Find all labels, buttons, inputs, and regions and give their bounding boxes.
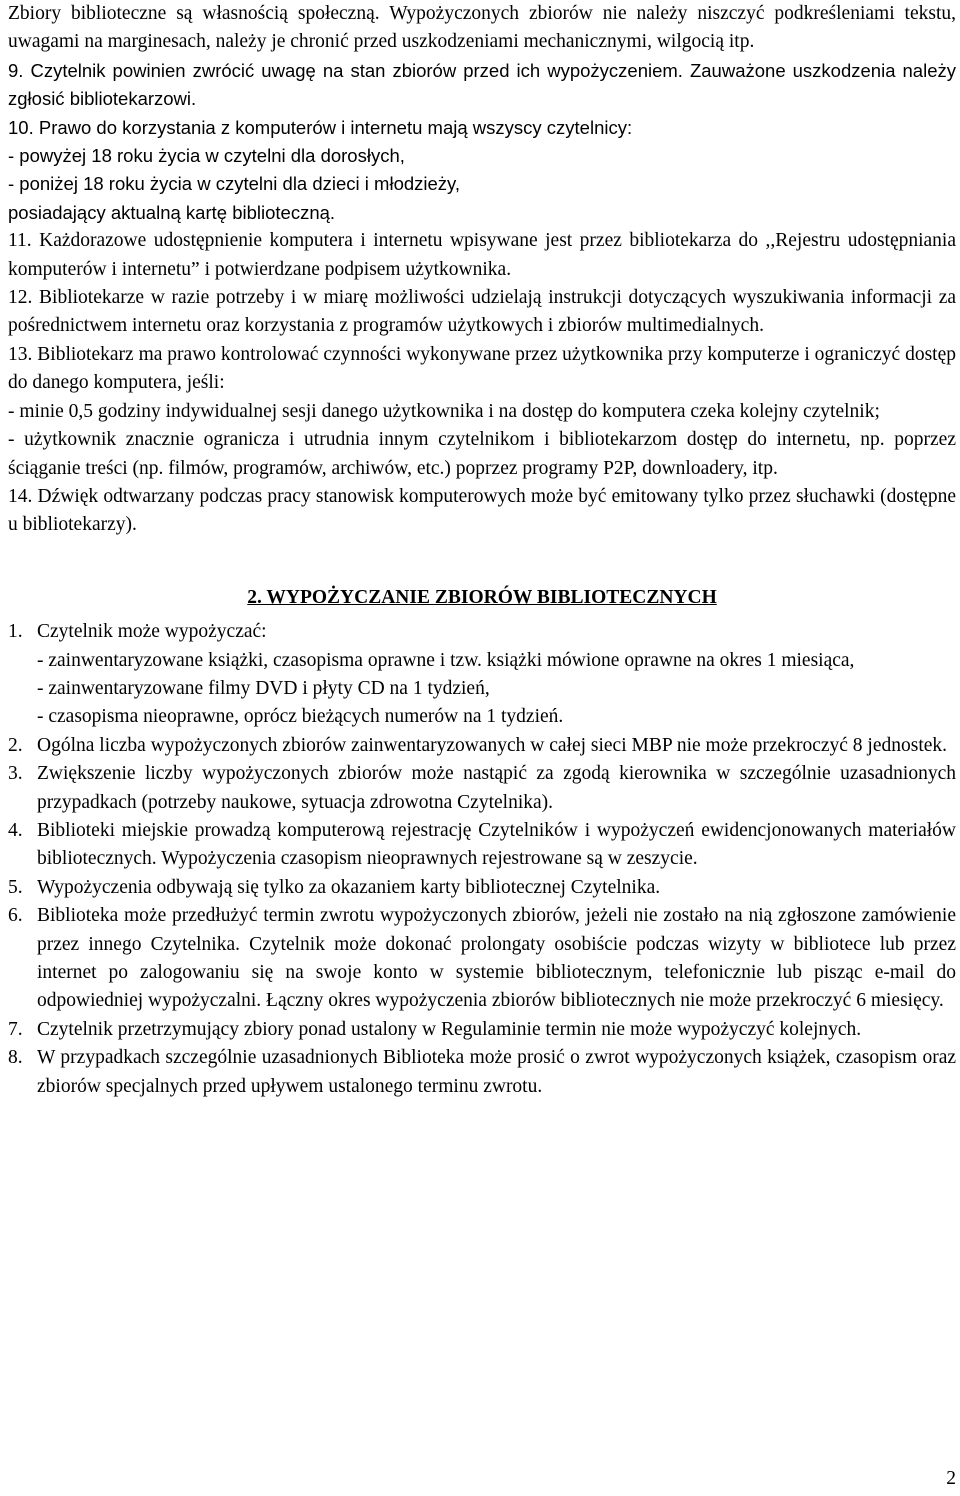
- item-9-number: 9.: [8, 59, 24, 81]
- list-item-line: Czytelnik może wypożyczać:: [37, 621, 267, 643]
- document-page: [8, 0, 956, 1101]
- list-item-line: Biblioteka może przedłużyć termin zwrotu wypożyczonych zbiorów, jeżeli nie zostało na nią zgłoszone zamówienie przez innego Czytelnika. Czytelnik może dokonać prolongaty osobiście podczas wizyty w bibliotece lub przez internet po zalogowaniu się na swoje konto w systemie bibliotecznym, telefonicznie lub pisząc e-mail do odpowiedniej wypożyczalni. Łączny okres wypożyczenia zbiorów bibliotecznych nie może przekroczyć 6 miesięcy.: [37, 905, 956, 1012]
- list-item-number: 6.: [8, 905, 23, 927]
- list-item-line: Biblioteki miejskie prowadzą komputerową rejestrację Czytelników i wypożyczeń ewidencjonowanych materiałów bibliotecznych. Wypożyczenia czasopism nieoprawnych rejestrowane są w zeszycie.: [37, 819, 956, 870]
- item-10: [8, 114, 956, 142]
- list-item-line: Zwiększenie liczby wypożyczonych zbiorów może nastąpić za zgodą kierownika w szczególnie uzasadnionych przypadkach (potrzeby naukowe, sytuacja zdrowotna Czytelnika).: [37, 763, 956, 813]
- list-item-line: W przypadkach szczególnie uzasadnionych Biblioteka może prosić o zwrot wypożyczonych książek, czasopism oraz zbiorów specjalnych przed upływem ustalonego terminu zwrotu.: [37, 1047, 956, 1097]
- item-10-number: 10.: [8, 116, 34, 138]
- list-item: [8, 732, 956, 760]
- list-item-line: Ogólna liczba wypożyczonych zbiorów zainwentaryzowanych w całej sieci MBP nie może przekroczyć 8 jednostek.: [37, 734, 948, 756]
- list-item-line: Wypożyczenia odbywają się tylko za okazaniem karty bibliotecznej Czytelnika.: [37, 876, 661, 898]
- item-13-line-1: - minie 0,5 godziny indywidualnej sesji danego użytkownika i na dostęp do komputera czeka kolejny czytelnik;: [8, 400, 880, 422]
- list-item-number: 4.: [8, 819, 23, 841]
- item-12-number: 12.: [8, 287, 33, 309]
- item-14: [8, 483, 956, 540]
- item-11-text: Każdorazowe udostępnienie komputera i internetu wpisywane jest przez bibliotekarza do ,,Rejestru udostępniania komputerów i internetu” i potwierdzane podpisem użytkownika.: [8, 230, 956, 280]
- item-10-line-1: - powyżej 18 roku życia w czytelni dla dorosłych,: [8, 145, 405, 167]
- section-2-heading: 2. WYPOŻYCZANIE ZBIORÓW BIBLIOTECZNYCH: [247, 586, 717, 608]
- list-item-number: 1.: [8, 621, 23, 643]
- list-item: [8, 618, 956, 732]
- list-item-line: - zainwentaryzowane książki, czasopisma oprawne i tzw. książki mówione oprawne na okres 1 miesiąca,: [37, 649, 855, 671]
- list-item-line: - zainwentaryzowane filmy DVD i płyty CD na 1 tydzień,: [37, 677, 490, 699]
- list-item-number: 3.: [8, 763, 23, 785]
- list-item: [8, 1044, 956, 1101]
- item-9-text: Czytelnik powinien zwrócić uwagę na stan zbiorów przed ich wypożyczeniem. Zauważone uszkodzenia należy zgłosić bibliotekarzowi.: [8, 59, 956, 110]
- item-9: [8, 57, 956, 114]
- list-item-line: Czytelnik przetrzymujący zbiory ponad ustalony w Regulaminie termin nie może wypożyczyć kolejnych.: [37, 1018, 862, 1040]
- item-11-number: 11.: [8, 230, 32, 252]
- list-item-number: 7.: [8, 1018, 23, 1040]
- list-item-number: 8.: [8, 1047, 23, 1069]
- list-item-number: 2.: [8, 734, 23, 756]
- intro-paragraph: Zbiory biblioteczne są własnością społeczną. Wypożyczonych zbiorów nie należy niszczyć podkreśleniami tekstu, uwagami na marginesach, należy je chronić przed uszkodzeniami mechanicznymi, wilgocią itp.: [8, 3, 956, 53]
- item-14-number: 14.: [8, 485, 33, 507]
- item-13-text: Bibliotekarz ma prawo kontrolować czynności wykonywane przez użytkownika przy komputerze i ograniczyć dostęp do danego komputera, jeśli:: [8, 343, 956, 394]
- page-number: 2: [946, 1468, 956, 1489]
- item-14-text: Dźwięk odtwarzany podczas pracy stanowisk komputerowych może być emitowany tylko przez słuchawki (dostępne u bibliotekarzy).: [8, 485, 956, 536]
- list-item: [8, 902, 956, 1016]
- item-12-text: Bibliotekarze w razie potrzeby i w miarę możliwości udzielają instrukcji dotyczących wyszukiwania informacji za pośrednictwem internetu oraz korzystania z programów użytkowych i zbiorów multimedialnych.: [8, 287, 957, 337]
- list-item: [8, 874, 956, 902]
- list-item-line: - czasopisma nieoprawne, oprócz bieżących numerów na 1 tydzień.: [37, 706, 564, 728]
- item-10-text: Prawo do korzystania z komputerów i internetu mają wszyscy czytelnicy:: [38, 116, 633, 138]
- item-10-line-2: - poniżej 18 roku życia w czytelni dla dzieci i młodzieży,: [8, 173, 461, 195]
- item-13-line-2: - użytkownik znacznie ogranicza i utrudnia innym czytelnikom i bibliotekarzom dostęp do internetu, np. poprzez ściąganie treści (np. filmów, programów, archiwów, etc.) poprzez programy P2P, downloadery, itp.: [8, 429, 956, 479]
- item-10-line-3: posiadający aktualną kartę biblioteczną.: [8, 201, 336, 223]
- item-12: [8, 284, 956, 341]
- list-item: [8, 1016, 956, 1044]
- item-11: [8, 227, 956, 284]
- item-13-number: 13.: [8, 343, 33, 365]
- section-2-list: [8, 618, 956, 1101]
- list-item: [8, 817, 956, 874]
- list-item: [8, 760, 956, 817]
- item-13: [8, 341, 956, 398]
- list-item-number: 5.: [8, 876, 23, 898]
